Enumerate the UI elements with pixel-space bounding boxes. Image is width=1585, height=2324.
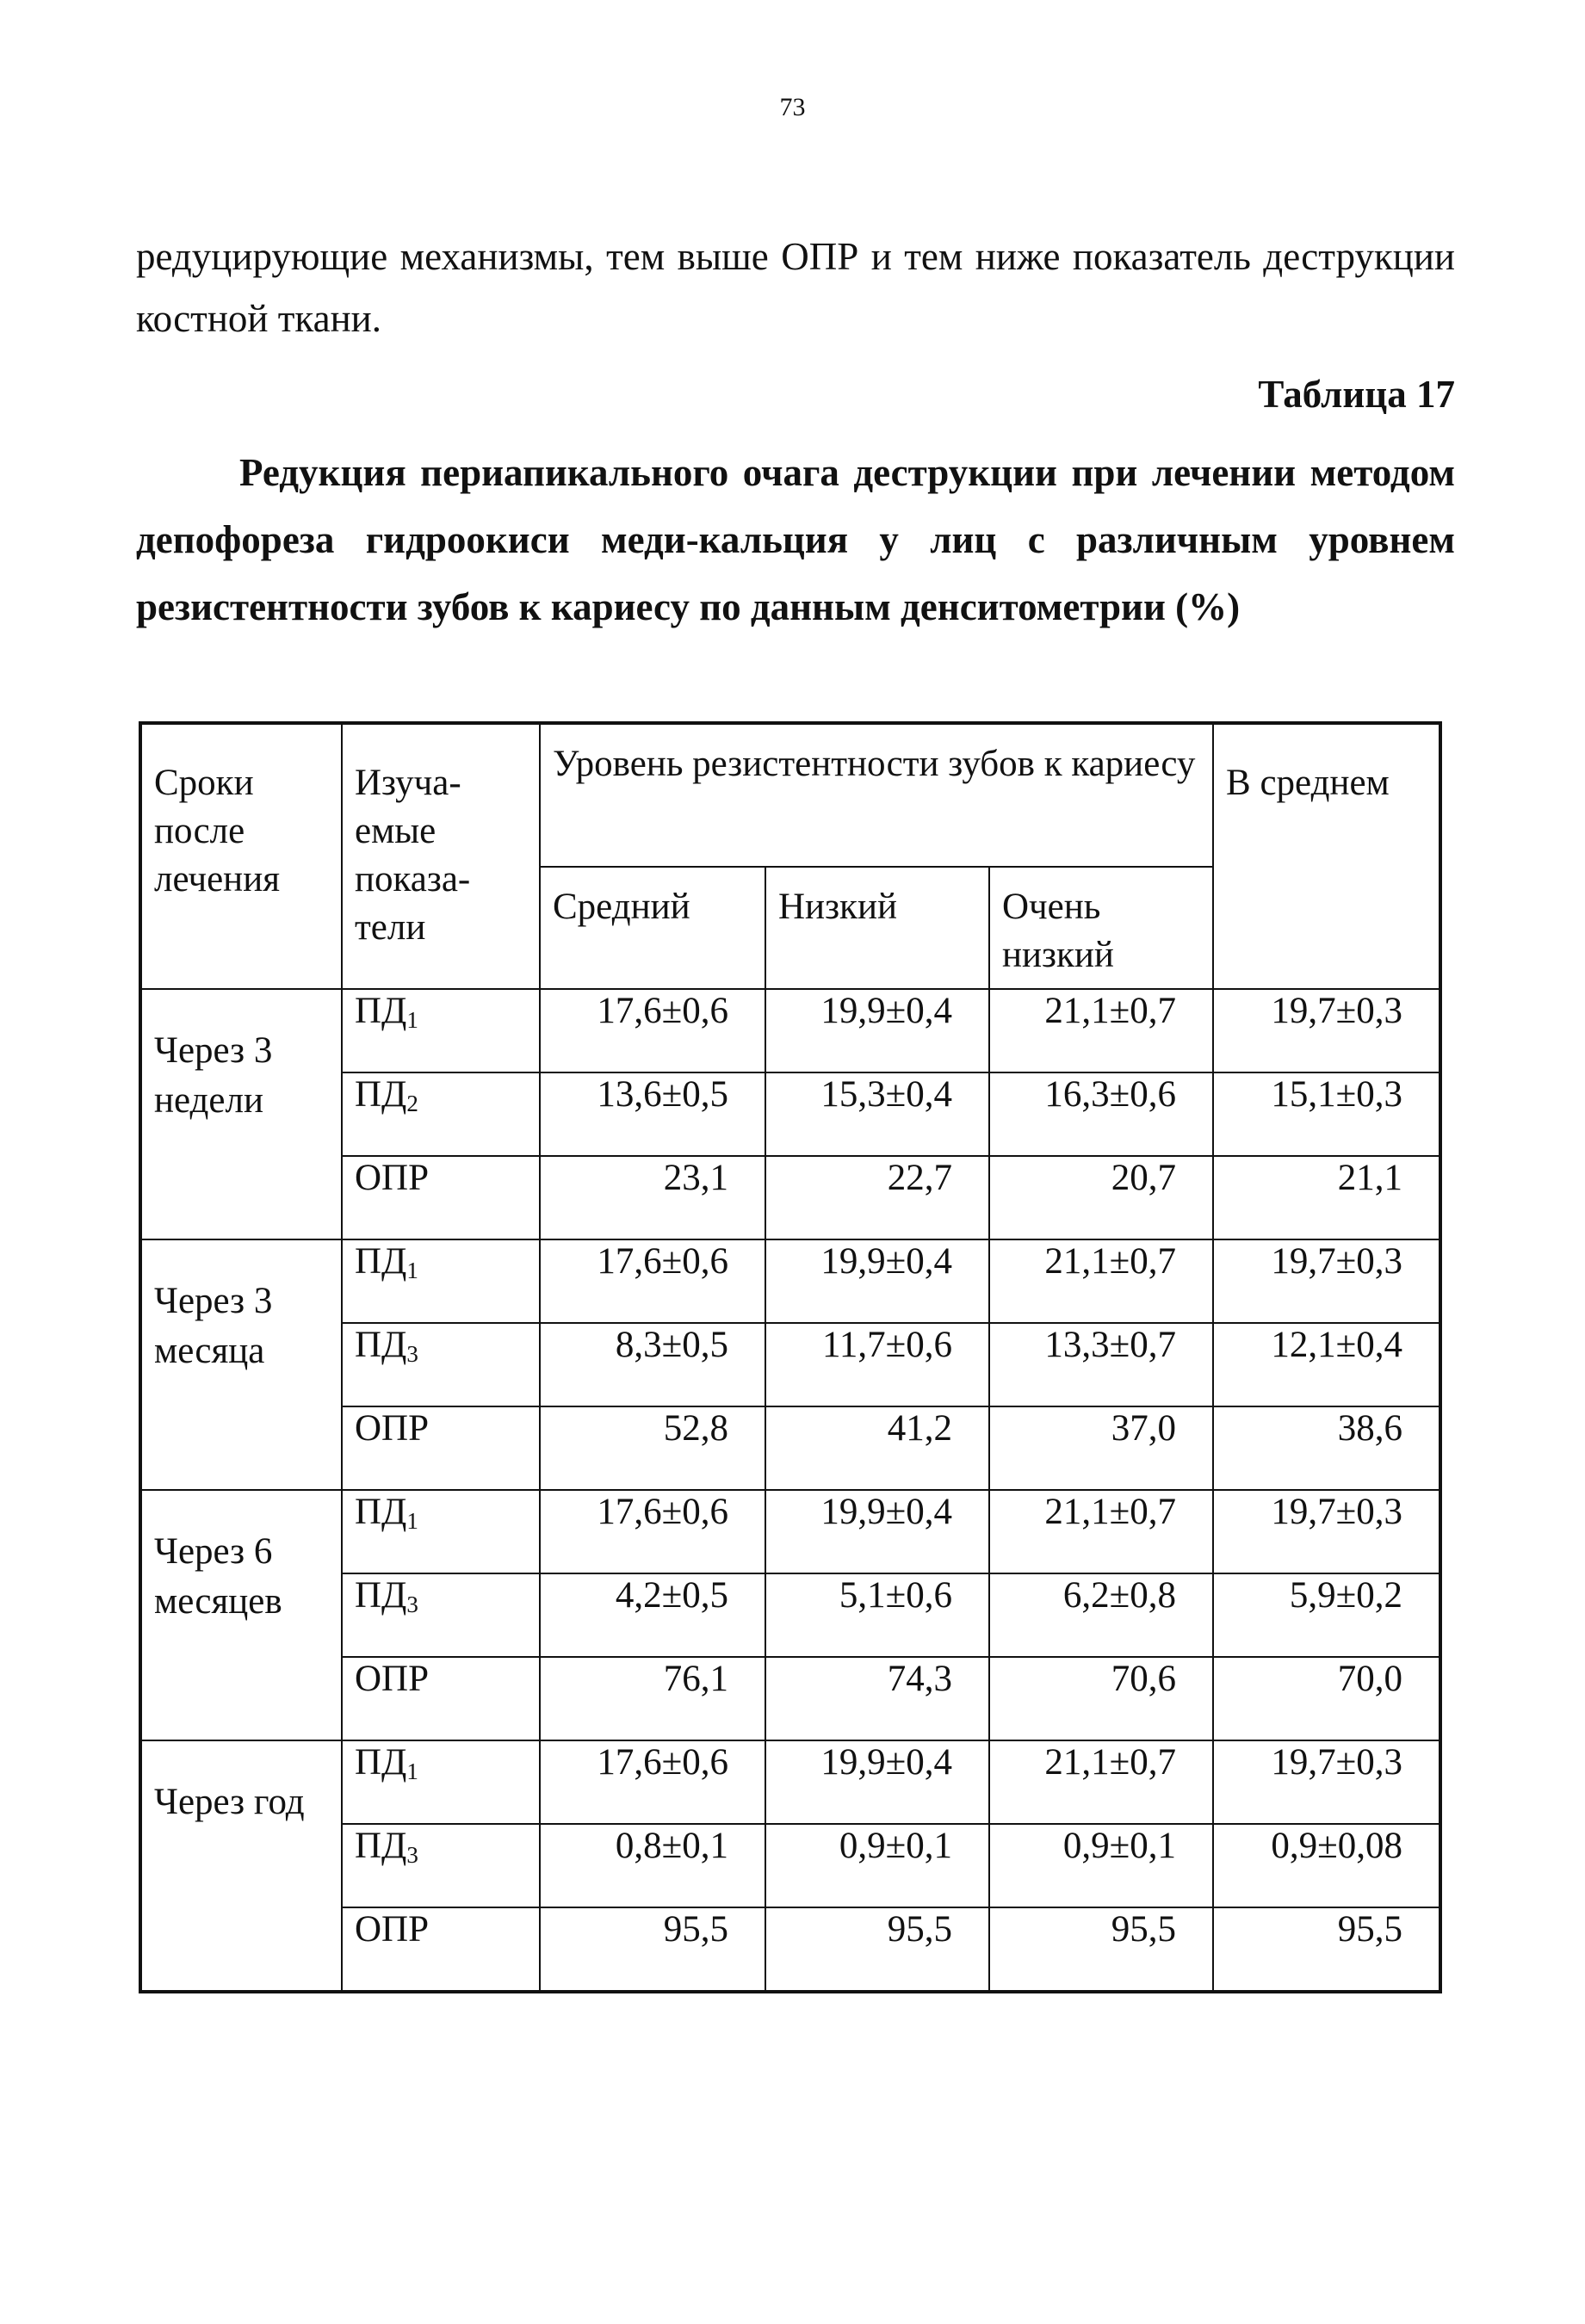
value-cell: 13,3±0,7 xyxy=(989,1323,1213,1406)
value-cell: 38,6 xyxy=(1213,1406,1440,1490)
value-cell: 21,1±0,7 xyxy=(989,1740,1213,1824)
value-cell: 6,2±0,8 xyxy=(989,1573,1213,1657)
value-cell: 23,1 xyxy=(540,1156,765,1239)
value-cell: 0,9±0,1 xyxy=(989,1824,1213,1907)
value-cell: 21,1 xyxy=(1213,1156,1440,1239)
table-header-row xyxy=(140,723,1440,867)
period-cell: Через 3 недели xyxy=(140,989,342,1239)
indicator-cell: $ПД_3$ xyxy=(342,1824,540,1907)
value-cell: 0,8±0,1 xyxy=(540,1824,765,1907)
indicator-cell: $ПД_1$ xyxy=(342,1740,540,1824)
table-row xyxy=(140,1740,1440,1824)
value-cell: 22,7 xyxy=(765,1156,989,1239)
header-average-level: Средний xyxy=(540,867,765,989)
value-cell: 8,3±0,5 xyxy=(540,1323,765,1406)
table-body xyxy=(140,989,1440,1992)
value-cell: 17,6±0,6 xyxy=(540,1740,765,1824)
period-cell: Через 3 месяца xyxy=(140,1239,342,1490)
value-cell: 12,1±0,4 xyxy=(1213,1323,1440,1406)
value-cell: 70,6 xyxy=(989,1657,1213,1740)
header-overall-average: В среднем xyxy=(1213,723,1440,989)
table-row xyxy=(140,1490,1440,1573)
value-cell: 37,0 xyxy=(989,1406,1213,1490)
indicator-cell: $ПД_3$ xyxy=(342,1573,540,1657)
value-cell: 95,5 xyxy=(765,1907,989,1992)
value-cell: 17,6±0,6 xyxy=(540,989,765,1072)
value-cell: 5,1±0,6 xyxy=(765,1573,989,1657)
value-cell: 17,6±0,6 xyxy=(540,1239,765,1323)
value-cell: 19,9±0,4 xyxy=(765,1490,989,1573)
indicator-cell: ОПР xyxy=(342,1657,540,1740)
body-paragraph: редуцирующие механизмы, тем выше ОПР и тем ниже показатель деструкции костной ткани. xyxy=(136,235,1455,340)
header-low-level: Низкий xyxy=(765,867,989,989)
indicator-cell: ОПР xyxy=(342,1156,540,1239)
indicator-cell: ОПР xyxy=(342,1406,540,1490)
header-period: Сроки после лечения xyxy=(140,723,342,989)
value-cell: 20,7 xyxy=(989,1156,1213,1239)
value-cell: 15,1±0,3 xyxy=(1213,1072,1440,1156)
value-cell: 52,8 xyxy=(540,1406,765,1490)
indicator-cell: $ПД_1$ xyxy=(342,1490,540,1573)
indicator-cell: $ПД_1$ xyxy=(342,989,540,1072)
value-cell: 19,9±0,4 xyxy=(765,989,989,1072)
value-cell: 95,5 xyxy=(1213,1907,1440,1992)
indicator-cell: ОПР xyxy=(342,1907,540,1992)
value-cell: 76,1 xyxy=(540,1657,765,1740)
value-cell: 0,9±0,1 xyxy=(765,1824,989,1907)
value-cell: 19,7±0,3 xyxy=(1213,1740,1440,1824)
value-cell: 21,1±0,7 xyxy=(989,989,1213,1072)
value-cell: 74,3 xyxy=(765,1657,989,1740)
value-cell: 41,2 xyxy=(765,1406,989,1490)
value-cell: 17,6±0,6 xyxy=(540,1490,765,1573)
value-cell: 21,1±0,7 xyxy=(989,1239,1213,1323)
table-row xyxy=(140,1239,1440,1323)
period-cell: Через 6 месяцев xyxy=(140,1490,342,1740)
value-cell: 19,7±0,3 xyxy=(1213,1239,1440,1323)
period-cell: Через год xyxy=(140,1740,342,1992)
value-cell: 4,2±0,5 xyxy=(540,1573,765,1657)
value-cell: 15,3±0,4 xyxy=(765,1072,989,1156)
indicator-cell: $ПД_2$ xyxy=(342,1072,540,1156)
value-cell: 19,7±0,3 xyxy=(1213,1490,1440,1573)
value-cell: 95,5 xyxy=(989,1907,1213,1992)
header-indicator: Изуча-емые показа-тели xyxy=(342,723,540,989)
value-cell: 5,9±0,2 xyxy=(1213,1573,1440,1657)
table-caption: Редукция периапикального очага деструкции при лечении методом депофореза гидроокиси меди-кальция у лиц с различным уровнем резистентности зубов к кариесу по данным денситометрии (%) xyxy=(136,451,1455,628)
header-very-low-level: Очень низкий xyxy=(989,867,1213,989)
value-cell: 95,5 xyxy=(540,1907,765,1992)
value-cell: 13,6±0,5 xyxy=(540,1072,765,1156)
value-cell: 19,9±0,4 xyxy=(765,1740,989,1824)
value-cell: 19,7±0,3 xyxy=(1213,989,1440,1072)
table-row xyxy=(140,989,1440,1072)
table-label: Таблица 17 xyxy=(1258,373,1455,416)
page-number: 73 xyxy=(779,93,806,121)
value-cell: 16,3±0,6 xyxy=(989,1072,1213,1156)
value-cell: 21,1±0,7 xyxy=(989,1490,1213,1573)
header-resistance-level: Уровень резистентности зубов к кариесу xyxy=(540,723,1213,867)
value-cell: 70,0 xyxy=(1213,1657,1440,1740)
value-cell: 0,9±0,08 xyxy=(1213,1824,1440,1907)
indicator-cell: $ПД_1$ xyxy=(342,1239,540,1323)
results-table xyxy=(139,721,1442,1993)
value-cell: 11,7±0,6 xyxy=(765,1323,989,1406)
value-cell: 19,9±0,4 xyxy=(765,1239,989,1323)
indicator-cell: $ПД_3$ xyxy=(342,1323,540,1406)
